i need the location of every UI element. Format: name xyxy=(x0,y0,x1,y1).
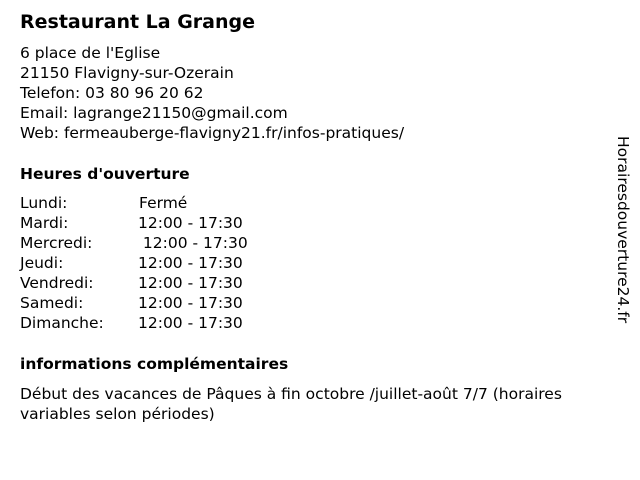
hours-time: 12:00 - 17:30 xyxy=(138,234,248,252)
hours-day: Mercredi: xyxy=(20,234,93,252)
hours-day: Dimanche: xyxy=(20,314,104,332)
address-line-street: 6 place de l'Eglise xyxy=(20,44,161,62)
hours-day: Mardi: xyxy=(20,214,69,232)
contact-block xyxy=(20,43,404,143)
hours-day: Samedi: xyxy=(20,294,84,312)
hours-time: 12:00 - 17:30 xyxy=(138,274,243,292)
hours-time: 12:00 - 17:30 xyxy=(138,294,243,312)
hours-day: Lundi: xyxy=(20,194,68,212)
info-heading: informations complémentaires xyxy=(20,355,289,373)
address-line-city: 21150 Flavigny-sur-Ozerain xyxy=(20,64,234,82)
hours-time: 12:00 - 17:30 xyxy=(138,254,243,272)
hours-time: 12:00 - 17:30 xyxy=(138,314,243,332)
email-line: Email: lagrange21150@gmail.com xyxy=(20,104,288,122)
hours-day: Jeudi: xyxy=(20,254,64,272)
hours-time: 12:00 - 17:30 xyxy=(138,214,243,232)
info-text: Début des vacances de Pâques à fin octobre /juillet-août 7/7 (horaires variables selon périodes) xyxy=(20,385,562,423)
restaurant-name: Restaurant La Grange xyxy=(20,11,256,33)
watermark: Horairesdouverture24.fr xyxy=(614,136,632,324)
hours-day: Vendredi: xyxy=(20,274,94,292)
hours-time: Fermé xyxy=(139,194,188,212)
web-line: Web: fermeauberge-flavigny21.fr/infos-pratiques/ xyxy=(20,124,405,142)
hours-heading: Heures d'ouverture xyxy=(20,165,190,183)
phone-line: Telefon: 03 80 96 20 62 xyxy=(20,84,204,102)
